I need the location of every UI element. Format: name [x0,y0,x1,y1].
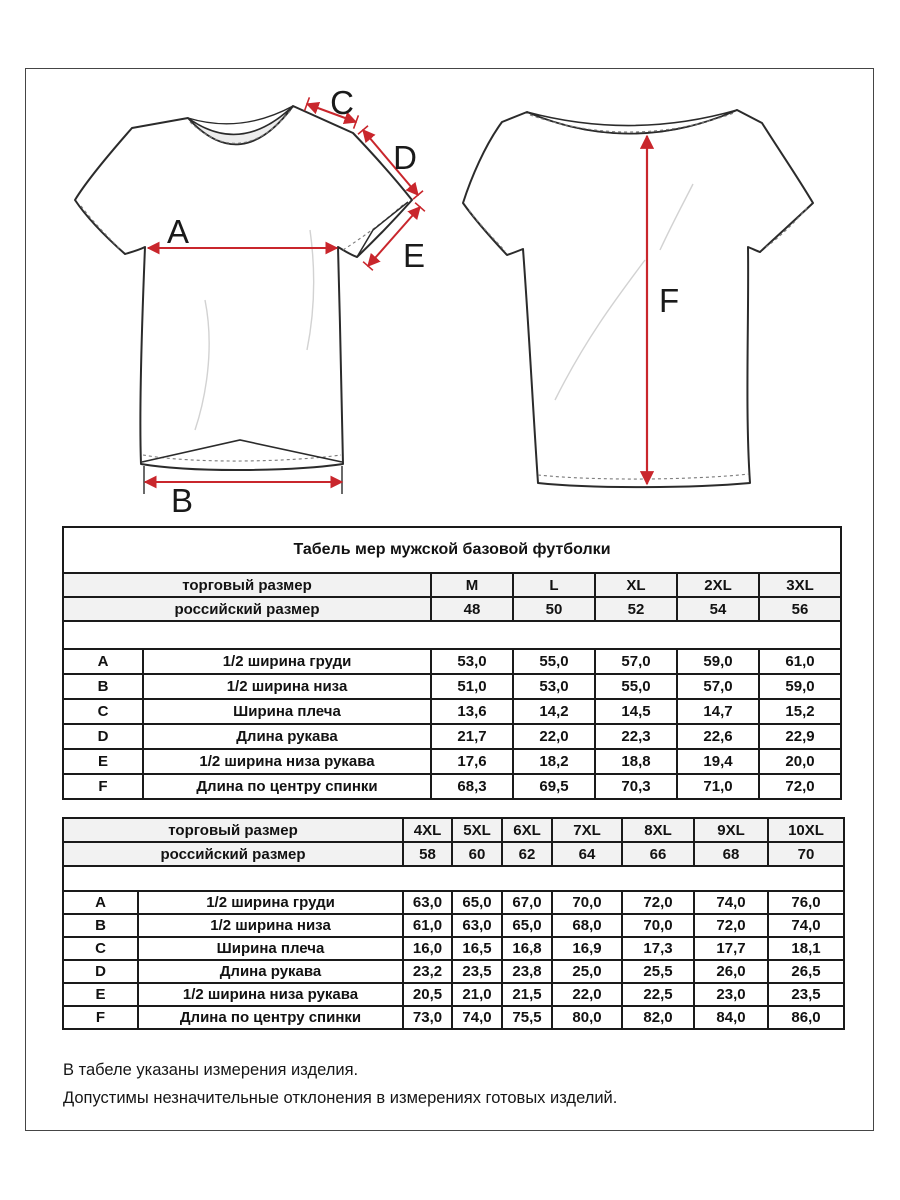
russian-size-cell: 66 [622,842,694,866]
size-header-cell: 6XL [502,818,552,842]
measure-value-cell: 76,0 [768,891,844,914]
note-line-1: В табеле указаны измерения изделия. [63,1061,359,1079]
measure-value-cell: 22,0 [513,724,595,749]
size-header-cell: XL [595,573,677,597]
size-header-cell: M [431,573,513,597]
russian-size-cell: 68 [694,842,768,866]
size-table-extended [62,817,845,1030]
measure-value-cell: 18,8 [595,749,677,774]
spacer-cell [63,621,841,649]
measure-value-cell: 82,0 [622,1006,694,1029]
measure-value-cell: 20,0 [759,749,841,774]
tshirt-back-drawing [445,70,855,525]
measure-letter-cell: D [63,724,143,749]
spacer-row [63,621,841,649]
measure-row [63,983,844,1006]
measure-label-cell: 1/2 ширина низа рукава [138,983,403,1006]
measure-row [63,937,844,960]
russian-size-cell: 70 [768,842,844,866]
measure-label-cell: 1/2 ширина низа [138,914,403,937]
measure-label-a: A [167,213,190,250]
measure-value-cell: 26,5 [768,960,844,983]
tshirt-front-drawing [55,70,465,525]
measure-label-b: B [171,482,194,519]
measure-value-cell: 17,7 [694,937,768,960]
russian-size-label: российский размер [63,842,403,866]
measure-value-cell: 22,5 [622,983,694,1006]
note-line-2: Допустимы незначительные отклонения в измерениях готовых изделий. [63,1089,618,1107]
measure-value-cell: 65,0 [502,914,552,937]
measure-row [63,724,841,749]
measure-value-cell: 16,8 [502,937,552,960]
measure-value-cell: 22,6 [677,724,759,749]
spacer-row [63,866,844,891]
russian-size-row [63,842,844,866]
measure-letter-cell: C [63,699,143,724]
measure-letter-cell: D [63,960,138,983]
measure-label-f: F [659,282,680,319]
measure-label-cell: 1/2 ширина груди [143,649,431,674]
measure-value-cell: 65,0 [452,891,502,914]
measure-label-d: D [393,139,417,176]
measure-value-cell: 59,0 [677,649,759,674]
back-body-outline [463,110,813,487]
spacer-cell [63,866,844,891]
measure-row [63,914,844,937]
measure-label-cell: Длина рукава [143,724,431,749]
measure-value-cell: 23,0 [694,983,768,1006]
measure-value-cell: 21,0 [452,983,502,1006]
measure-value-cell: 67,0 [502,891,552,914]
russian-size-cell: 54 [677,597,759,621]
measure-letter-cell: A [63,649,143,674]
measure-value-cell: 61,0 [403,914,452,937]
measure-value-cell: 16,9 [552,937,622,960]
measure-value-cell: 70,0 [552,891,622,914]
size-header-cell: 3XL [759,573,841,597]
measure-letter-cell: E [63,749,143,774]
measure-row [63,891,844,914]
measure-value-cell: 22,3 [595,724,677,749]
measure-label-cell: 1/2 ширина груди [138,891,403,914]
size-header-cell: L [513,573,595,597]
measure-value-cell: 18,2 [513,749,595,774]
measure-value-cell: 68,0 [552,914,622,937]
measure-row [63,749,841,774]
measure-letter-cell: C [63,937,138,960]
measure-value-cell: 69,5 [513,774,595,799]
russian-size-cell: 64 [552,842,622,866]
table-title-row [63,527,841,573]
size-header-cell: 5XL [452,818,502,842]
russian-size-cell: 56 [759,597,841,621]
measure-value-cell: 17,3 [622,937,694,960]
measure-label-c: C [330,84,354,121]
russian-size-cell: 60 [452,842,502,866]
size-header-cell: 10XL [768,818,844,842]
table-title: Табель мер мужской базовой футболки [63,527,841,573]
measure-value-cell: 86,0 [768,1006,844,1029]
russian-size-row [63,597,841,621]
measure-label-cell: 1/2 ширина низа рукава [143,749,431,774]
measure-value-cell: 59,0 [759,674,841,699]
measure-value-cell: 74,0 [452,1006,502,1029]
measure-value-cell: 18,1 [768,937,844,960]
measure-value-cell: 53,0 [513,674,595,699]
measure-label-cell: 1/2 ширина низа [143,674,431,699]
measure-value-cell: 23,5 [452,960,502,983]
measure-value-cell: 70,0 [622,914,694,937]
measure-row [63,1006,844,1029]
russian-size-cell: 58 [403,842,452,866]
measure-label-cell: Длина по центру спинки [138,1006,403,1029]
measure-letter-cell: B [63,914,138,937]
trade-size-row [63,573,841,597]
measure-value-cell: 13,6 [431,699,513,724]
measure-letter-cell: A [63,891,138,914]
measure-value-cell: 21,7 [431,724,513,749]
measure-letter-cell: F [63,774,143,799]
measure-label-e: E [403,237,426,274]
measure-value-cell: 22,0 [552,983,622,1006]
measure-letter-cell: E [63,983,138,1006]
measure-row [63,960,844,983]
measure-value-cell: 15,2 [759,699,841,724]
measure-value-cell: 25,5 [622,960,694,983]
measure-value-cell: 23,8 [502,960,552,983]
measure-value-cell: 16,5 [452,937,502,960]
russian-size-label: российский размер [63,597,431,621]
measure-value-cell: 25,0 [552,960,622,983]
measure-value-cell: 14,7 [677,699,759,724]
measure-value-cell: 14,5 [595,699,677,724]
size-table-primary [62,526,842,800]
measure-value-cell: 51,0 [431,674,513,699]
measure-value-cell: 72,0 [694,914,768,937]
measure-value-cell: 61,0 [759,649,841,674]
measure-row [63,649,841,674]
measure-value-cell: 57,0 [595,649,677,674]
measure-label-cell: Длина по центру спинки [143,774,431,799]
size-header-cell: 7XL [552,818,622,842]
measure-letter-cell: F [63,1006,138,1029]
measure-label-cell: Ширина плеча [143,699,431,724]
russian-size-cell: 52 [595,597,677,621]
trade-size-row [63,818,844,842]
measure-value-cell: 63,0 [452,914,502,937]
measure-value-cell: 80,0 [552,1006,622,1029]
size-header-cell: 2XL [677,573,759,597]
measure-value-cell: 16,0 [403,937,452,960]
trade-size-label: торговый размер [63,818,403,842]
measure-value-cell: 74,0 [694,891,768,914]
measure-letter-cell: B [63,674,143,699]
measure-value-cell: 17,6 [431,749,513,774]
measure-value-cell: 84,0 [694,1006,768,1029]
measure-value-cell: 20,5 [403,983,452,1006]
measure-row [63,674,841,699]
measure-value-cell: 19,4 [677,749,759,774]
russian-size-cell: 50 [513,597,595,621]
measure-label-cell: Длина рукава [138,960,403,983]
measure-value-cell: 22,9 [759,724,841,749]
measure-value-cell: 63,0 [403,891,452,914]
measure-value-cell: 68,3 [431,774,513,799]
measure-value-cell: 23,2 [403,960,452,983]
measure-row [63,699,841,724]
measure-value-cell: 23,5 [768,983,844,1006]
measure-label-cell: Ширина плеча [138,937,403,960]
measure-value-cell: 55,0 [513,649,595,674]
measure-value-cell: 53,0 [431,649,513,674]
measure-value-cell: 26,0 [694,960,768,983]
trade-size-label: торговый размер [63,573,431,597]
measure-value-cell: 72,0 [759,774,841,799]
measure-value-cell: 14,2 [513,699,595,724]
measure-value-cell: 73,0 [403,1006,452,1029]
russian-size-cell: 62 [502,842,552,866]
measure-value-cell: 21,5 [502,983,552,1006]
measure-value-cell: 71,0 [677,774,759,799]
measure-value-cell: 75,5 [502,1006,552,1029]
size-header-cell: 8XL [622,818,694,842]
notes-block [63,1056,617,1112]
front-body-outline [75,106,412,470]
size-header-cell: 9XL [694,818,768,842]
measure-value-cell: 74,0 [768,914,844,937]
measure-value-cell: 57,0 [677,674,759,699]
measure-value-cell: 55,0 [595,674,677,699]
russian-size-cell: 48 [431,597,513,621]
size-header-cell: 4XL [403,818,452,842]
measure-value-cell: 70,3 [595,774,677,799]
measure-row [63,774,841,799]
measure-value-cell: 72,0 [622,891,694,914]
